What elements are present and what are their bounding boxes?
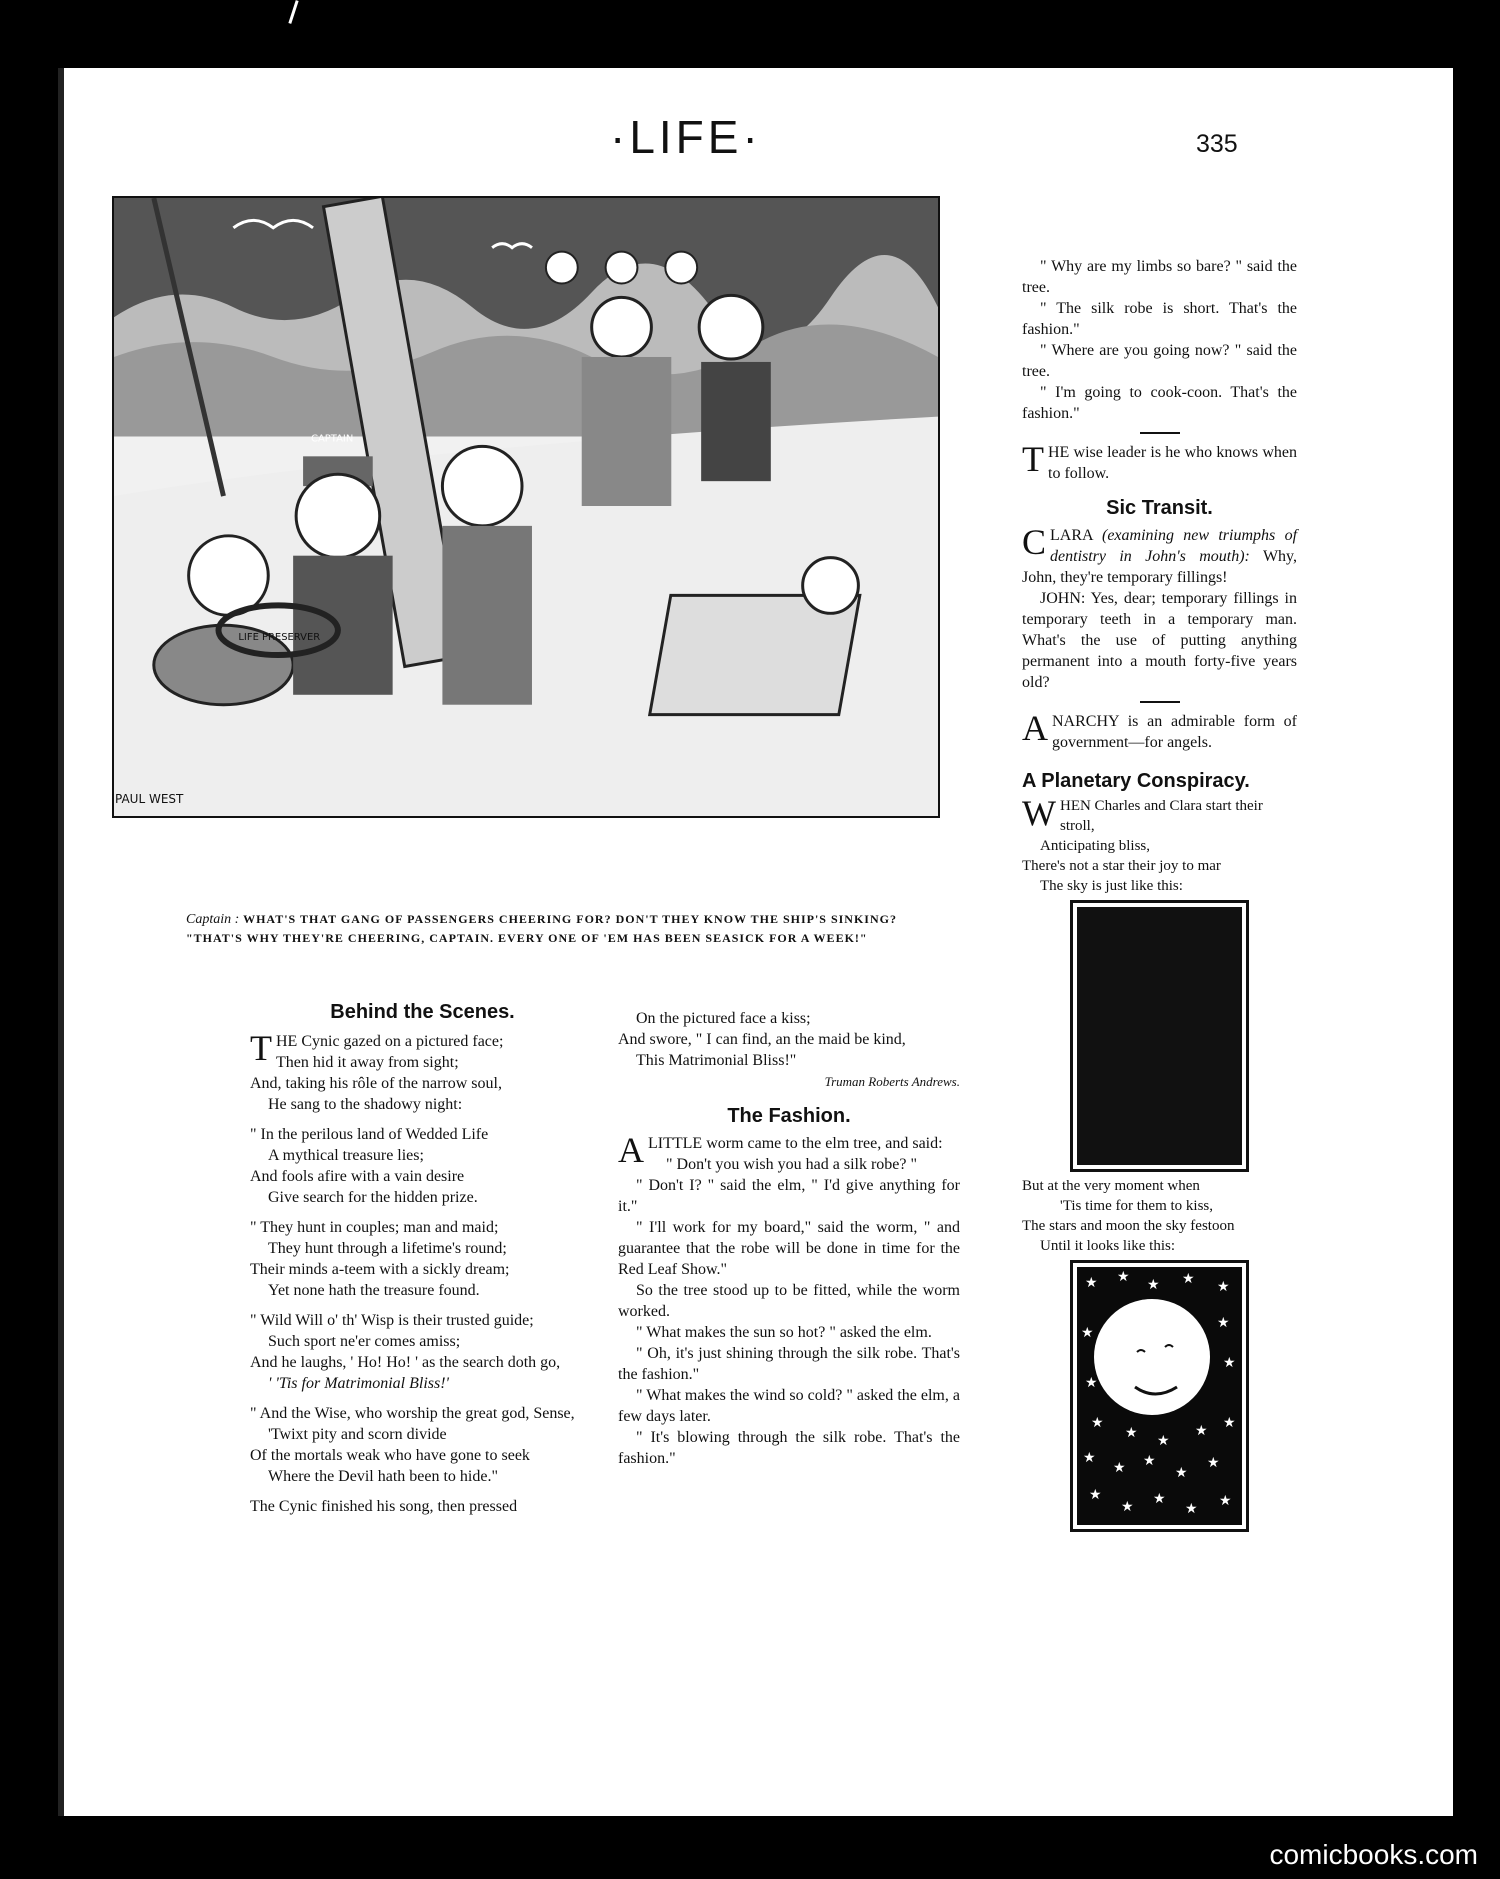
poem-line: " And the Wise, who worship the great god, Sense, <box>250 1405 575 1422</box>
caption-line1: WHAT'S THAT GANG OF PASSENGERS CHEERING FOR? DON'T THEY KNOW THE SHIP'S SINKING? <box>243 912 897 926</box>
poem-line: The Cynic finished his song, then pressed <box>250 1498 518 1515</box>
wise-leader-item <box>1022 439 1297 484</box>
middle-column <box>618 1008 960 1469</box>
dark-sky <box>1077 907 1242 1165</box>
svg-text:★: ★ <box>1175 1465 1188 1481</box>
behind-scenes-column <box>250 1002 595 1526</box>
poem-line: Until it looks like this: <box>1040 1238 1176 1254</box>
paragraph: LITTLE worm came to the elm tree, and said: <box>648 1135 943 1152</box>
paragraph: " I'm going to cook-coon. That's the fashion." <box>1022 384 1297 422</box>
svg-text:★: ★ <box>1121 1499 1134 1515</box>
svg-text:★: ★ <box>1207 1455 1220 1471</box>
paragraph: Why, John, they're temporary fillings! <box>1022 548 1298 586</box>
poem-line: ' 'Tis for Matrimonial Bliss!' <box>268 1375 449 1392</box>
poem-line: On the pictured face a kiss; <box>636 1010 811 1027</box>
svg-text:★: ★ <box>1153 1491 1166 1507</box>
svg-text:★: ★ <box>1083 1450 1096 1466</box>
fashion-story-continued <box>1022 256 1297 424</box>
svg-text:★: ★ <box>1147 1277 1160 1293</box>
stanza-4 <box>250 1310 595 1394</box>
paragraph: Yes, dear; temporary fillings in temporary teeth in a temporary man. What's the use of putting anything permanent into a mouth forty-five years old? <box>1022 590 1297 691</box>
poem-line: Give search for the hidden prize. <box>268 1189 478 1206</box>
moon-and-stars <box>1077 1267 1242 1525</box>
svg-text:★: ★ <box>1125 1425 1138 1441</box>
speaker: JOHN: <box>1040 590 1086 607</box>
svg-text:★: ★ <box>1223 1415 1236 1431</box>
svg-text:★: ★ <box>1085 1275 1098 1291</box>
planetary-title: A Planetary Conspiracy. <box>1022 770 1250 792</box>
svg-text:★: ★ <box>1113 1460 1126 1476</box>
stanza-3 <box>250 1217 595 1301</box>
poem-line: Yet none hath the treasure found. <box>268 1282 480 1299</box>
poem-line: And, taking his rôle of the narrow soul, <box>250 1075 502 1092</box>
anarchy-item <box>1022 708 1297 753</box>
page-number: 335 <box>1196 130 1238 158</box>
svg-text:★: ★ <box>1143 1453 1156 1469</box>
paragraph: " Why are my limbs so bare? " said the tree. <box>1022 258 1297 296</box>
svg-text:★: ★ <box>1085 1375 1098 1391</box>
poem-line: Their minds a-teem with a sickly dream; <box>250 1261 510 1278</box>
paragraph: " Don't I? " said the elm, " I'd give anything for it." <box>618 1177 960 1215</box>
behind-scenes-title: Behind the Scenes. <box>330 1001 515 1023</box>
poem-line: This Matrimonial Bliss!" <box>636 1052 797 1069</box>
poem-line: There's not a star their joy to mar <box>1022 858 1221 874</box>
svg-text:★: ★ <box>1185 1501 1198 1517</box>
poem-line: And fools afire with a vain desire <box>250 1168 465 1185</box>
right-column <box>1022 256 1297 1536</box>
speaker: LARA <box>1050 527 1093 544</box>
poem-line: And he laughs, ' Ho! Ho! ' as the search doth go, <box>250 1354 561 1371</box>
cartoon-illustration <box>112 196 940 818</box>
poem-line: The sky is just like this: <box>1040 878 1183 894</box>
poem-line: " Wild Will o' th' Wisp is their trusted guide; <box>250 1312 534 1329</box>
paragraph: NARCHY is an admirable form of government—for angels. <box>1052 713 1297 751</box>
sic-transit-title: Sic Transit. <box>1106 497 1213 519</box>
paragraph: " Where are you going now? " said the tree. <box>1022 342 1297 380</box>
starry-sky-panel <box>1070 1260 1249 1532</box>
poem-line: A mythical treasure lies; <box>268 1147 424 1164</box>
dropcap: T <box>250 1028 272 1068</box>
svg-text:★: ★ <box>1117 1269 1130 1285</box>
poem-line: " In the perilous land of Wedded Life <box>250 1126 489 1143</box>
poem-line: HE Cynic gazed on a pictured face; <box>276 1033 504 1050</box>
fashion-title: The Fashion. <box>727 1105 851 1127</box>
poem-line: Then hid it away from sight; <box>276 1054 459 1071</box>
divider <box>1140 432 1180 434</box>
svg-text:★: ★ <box>1157 1433 1170 1449</box>
caption-line2: "THAT'S WHY THEY'RE CHEERING, CAPTAIN. EVERY ONE OF 'EM HAS BEEN SEASICK FOR A WEEK!" <box>186 931 868 945</box>
dropcap: A <box>618 1130 644 1170</box>
caption-speaker: Captain : <box>186 912 240 927</box>
ring-label: LIFE PRESERVER <box>238 632 321 644</box>
svg-text:★: ★ <box>1217 1315 1230 1331</box>
paragraph: " I'll work for my board," said the worm, " and guarantee that the robe will be done in time for the Red Leaf Show." <box>618 1219 960 1278</box>
poem-line: He sang to the shadowy night: <box>268 1096 463 1113</box>
stage-direction: (examining new triumphs of dentistry in John's mouth): <box>1050 527 1298 565</box>
stanza-1 <box>250 1028 595 1115</box>
dropcap: C <box>1022 522 1047 562</box>
stanza-5 <box>250 1403 595 1487</box>
dropcap: W <box>1022 793 1056 833</box>
paragraph: " The silk robe is short. That's the fashion." <box>1022 300 1297 338</box>
plain-sky-panel <box>1070 900 1249 1172</box>
cartoon-caption <box>186 910 926 948</box>
poem-line: 'Tis time for them to kiss, <box>1060 1198 1213 1214</box>
poem-credit: Truman Roberts Andrews. <box>824 1074 960 1089</box>
paragraph: " It's blowing through the silk robe. That's the fashion." <box>618 1429 960 1467</box>
svg-text:★: ★ <box>1091 1415 1104 1431</box>
page-spine <box>58 68 64 1816</box>
poem-line: " They hunt in couples; man and maid; <box>250 1219 499 1236</box>
poem-line: Of the mortals weak who have gone to seek <box>250 1447 530 1464</box>
watermark: comicbooks.com <box>1269 1839 1478 1870</box>
paragraph: " Oh, it's just shining through the silk robe. That's the fashion." <box>618 1345 960 1383</box>
poem-line: 'Twixt pity and scorn divide <box>268 1426 447 1443</box>
dropcap: A <box>1022 708 1048 748</box>
poem-line: Anticipating bliss, <box>1040 838 1150 854</box>
stanza-2 <box>250 1124 595 1208</box>
svg-text:★: ★ <box>1182 1271 1195 1287</box>
dropcap: T <box>1022 439 1044 479</box>
behind-scenes-continued <box>618 1008 960 1092</box>
artist-signature: PAUL WEST <box>115 792 184 806</box>
scan-mark <box>288 0 298 24</box>
svg-text:★: ★ <box>1195 1423 1208 1439</box>
masthead: ·LIFE· <box>610 111 762 163</box>
svg-text:★: ★ <box>1217 1279 1230 1295</box>
svg-text:★: ★ <box>1081 1325 1094 1341</box>
poem-line: HEN Charles and Clara start their stroll, <box>1059 798 1263 834</box>
stanza-6 <box>250 1496 595 1517</box>
svg-text:★: ★ <box>1219 1493 1232 1509</box>
cap-label: CAPTAIN <box>311 433 354 445</box>
sic-transit-story <box>1022 522 1298 693</box>
planetary-poem <box>1022 793 1297 1532</box>
poem-line: Such sport ne'er comes amiss; <box>268 1333 461 1350</box>
poem-line: But at the very moment when <box>1022 1178 1200 1194</box>
poem-line: They hunt through a lifetime's round; <box>268 1240 507 1257</box>
paragraph: HE wise leader is he who knows when to follow. <box>1048 444 1297 482</box>
poem-line: Where the Devil hath been to hide." <box>268 1468 498 1485</box>
paragraph: " What makes the wind so cold? " asked the elm, a few days later. <box>618 1387 960 1425</box>
poem-line: The stars and moon the sky festoon <box>1022 1218 1235 1234</box>
divider <box>1140 701 1180 703</box>
svg-text:★: ★ <box>1089 1487 1102 1503</box>
paragraph: " Don't you wish you had a silk robe? " <box>666 1156 918 1173</box>
fashion-story <box>618 1130 960 1469</box>
svg-text:★: ★ <box>1223 1355 1236 1371</box>
poem-line: And swore, " I can find, an the maid be kind, <box>618 1031 906 1048</box>
paragraph: So the tree stood up to be fitted, while the worm worked. <box>618 1282 960 1320</box>
paragraph: " What makes the sun so hot? " asked the elm. <box>636 1324 932 1341</box>
